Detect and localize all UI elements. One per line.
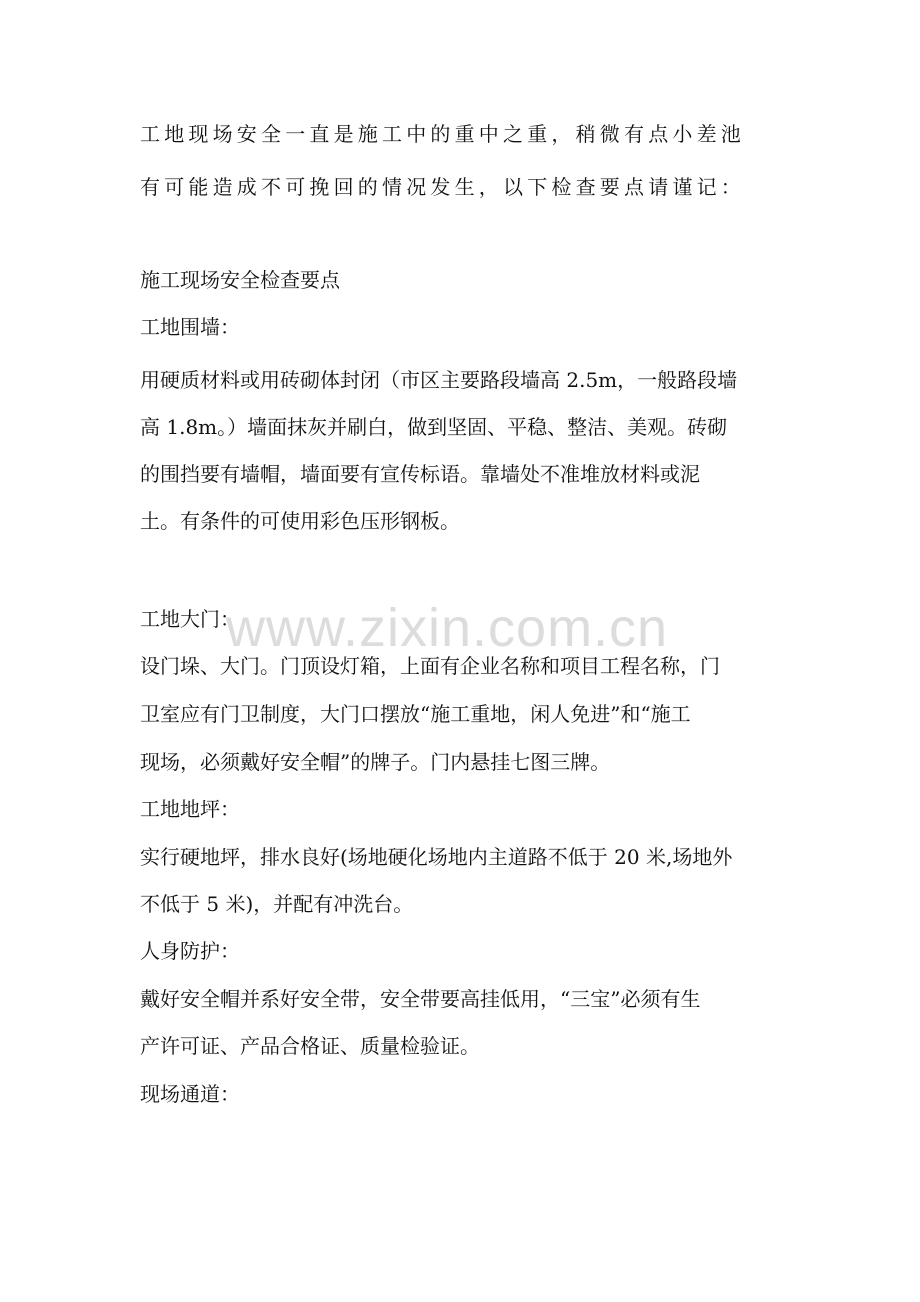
section-text-wall-2: 高 1.8m。）墙面抹灰并刷白，做到坚固、平稳、整洁、美观。砖砌 — [140, 415, 728, 439]
section-text-gate-3: 现场，必须戴好安全帽”的牌子。门内悬挂七图三牌。 — [140, 750, 611, 774]
section-title-gate: 工地大门： — [140, 607, 240, 631]
section-text-wall-4: 土。有条件的可使用彩色压形钢板。 — [140, 509, 460, 533]
section-text-ground-1: 实行硬地坪，排水良好(场地硬化场地内主道路不低于 20 米,场地外 — [140, 845, 733, 869]
section-text-wall-3: 的围挡要有墙帽，墙面要有宣传标语。靠墙处不准堆放材料或泥 — [140, 462, 700, 486]
section-title-passage: 现场通道： — [140, 1082, 240, 1106]
intro-line-2: 有可能造成不可挽回的情况发生，以下检查要点请谨记： — [140, 175, 745, 199]
document-heading: 施工现场安全检查要点 — [140, 268, 340, 292]
section-text-ground-2: 不低于 5 米)，并配有冲洗台。 — [140, 892, 414, 916]
section-title-wall: 工地围墙： — [140, 315, 240, 339]
section-title-protection: 人身防护： — [140, 939, 240, 963]
watermark: www.zixin.com.cn — [226, 598, 669, 658]
section-text-wall-1: 用硬质材料或用砖砌体封闭（市区主要路段墙高 2.5m，一般路段墙 — [140, 368, 738, 392]
section-text-protection-1: 戴好安全帽并系好安全带，安全带要高挂低用，“三宝”必须有生 — [140, 987, 701, 1011]
intro-line-1: 工地现场安全一直是施工中的重中之重，稍微有点小差池 — [140, 122, 745, 146]
section-text-gate-2: 卫室应有门卫制度，大门口摆放“施工重地，闲人免进”和“施工 — [140, 702, 691, 726]
section-text-gate-1: 设门垛、大门。门顶设灯箱，上面有企业名称和项目工程名称，门 — [140, 654, 720, 678]
section-title-ground: 工地地坪： — [140, 797, 240, 821]
section-text-protection-2: 产许可证、产品合格证、质量检验证。 — [140, 1034, 480, 1058]
